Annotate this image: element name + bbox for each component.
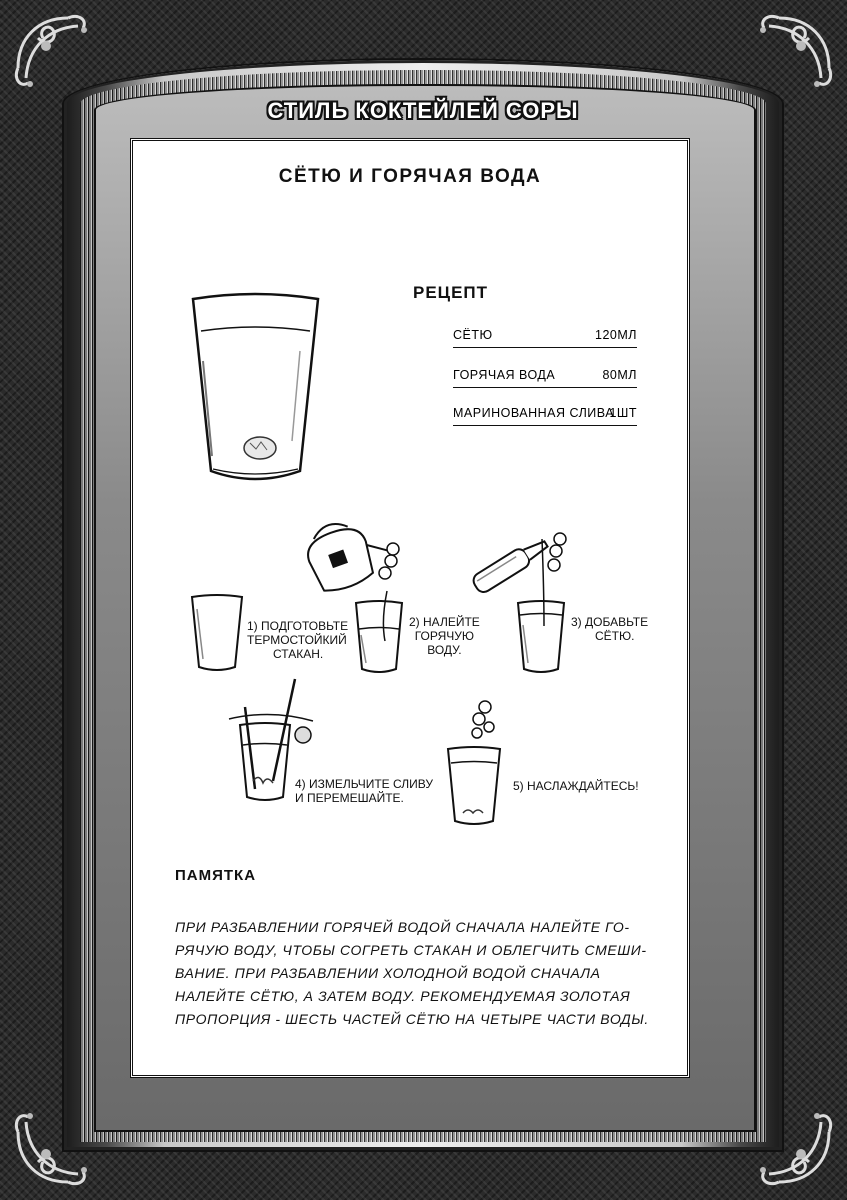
- ingredient-row: [453, 327, 637, 348]
- memo-line: НАЛЕЙТЕ СЁТЮ, А ЗАТЕМ ВОДУ. РЕКОМЕНДУЕМАЯ ЗОЛОТАЯ: [175, 988, 631, 1004]
- recipe-panel: [130, 138, 690, 1078]
- glass-icon: [515, 599, 567, 675]
- ingredient-row: [453, 405, 637, 426]
- step-4-text: 4) ИЗМЕЛЬЧИТЕ СЛИВУ И ПЕРЕМЕШАЙТЕ.: [295, 777, 433, 805]
- steam-icon: [548, 533, 566, 571]
- ingredient-name: МАРИНОВАННАЯ СЛИВА: [453, 406, 615, 420]
- glass-icon: [189, 593, 245, 673]
- glass-icon: [188, 291, 323, 486]
- steam-icon: [472, 701, 494, 738]
- page-banner: СТИЛЬ КОКТЕЙЛЕЙ СОРЫ: [267, 98, 579, 123]
- step-2-text: 2) НАЛЕЙТЕ ГОРЯЧУЮ ВОДУ.: [409, 615, 480, 657]
- ingredient-name: ГОРЯЧАЯ ВОДА: [453, 368, 556, 382]
- memo-line: ПРИ РАЗБАВЛЕНИИ ГОРЯЧЕЙ ВОДОЙ СНАЧАЛА НАЛЕЙТЕ ГО-: [175, 919, 630, 935]
- recipe-heading: РЕЦЕПТ: [413, 283, 489, 302]
- memo-line: ПРОПОРЦИЯ - ШЕСТЬ ЧАСТЕЙ СЁТЮ НА ЧЕТЫРЕ ЧАСТИ ВОДЫ.: [175, 1011, 649, 1027]
- step-5-text: 5) НАСЛАЖДАЙТЕСЬ!: [513, 779, 639, 793]
- glass-icon: [445, 697, 503, 827]
- ingredient-name: СЁТЮ: [453, 328, 493, 342]
- recipe-title: СЁТЮ И ГОРЯЧАЯ ВОДА: [278, 166, 542, 187]
- plum-icon: [295, 727, 311, 743]
- memo-heading: ПАМЯТКА: [175, 867, 257, 884]
- glass-icon: [353, 599, 405, 675]
- step-1-text: 1) ПОДГОТОВЬТЕ ТЕРМОСТОЙКИЙ СТАКАН.: [247, 619, 349, 661]
- ingredient-amount: 1ШТ: [609, 406, 637, 420]
- ingredient-amount: 120МЛ: [595, 328, 637, 342]
- ingredient-amount: 80МЛ: [602, 368, 637, 382]
- plum-icon: [244, 437, 276, 459]
- glass-icon: [237, 721, 293, 803]
- memo-line: РЯЧУЮ ВОДУ, ЧТОБЫ СОГРЕТЬ СТАКАН И ОБЛЕГЧИТЬ СМЕШИ-: [175, 942, 647, 958]
- memo-line: ВАНИЕ. ПРИ РАЗБАВЛЕНИИ ХОЛОДНОЙ ВОДОЙ СНАЧАЛА: [175, 965, 601, 981]
- ingredient-row: [453, 367, 637, 388]
- step-3-text: 3) ДОБАВЬТЕ СЁТЮ.: [571, 615, 649, 643]
